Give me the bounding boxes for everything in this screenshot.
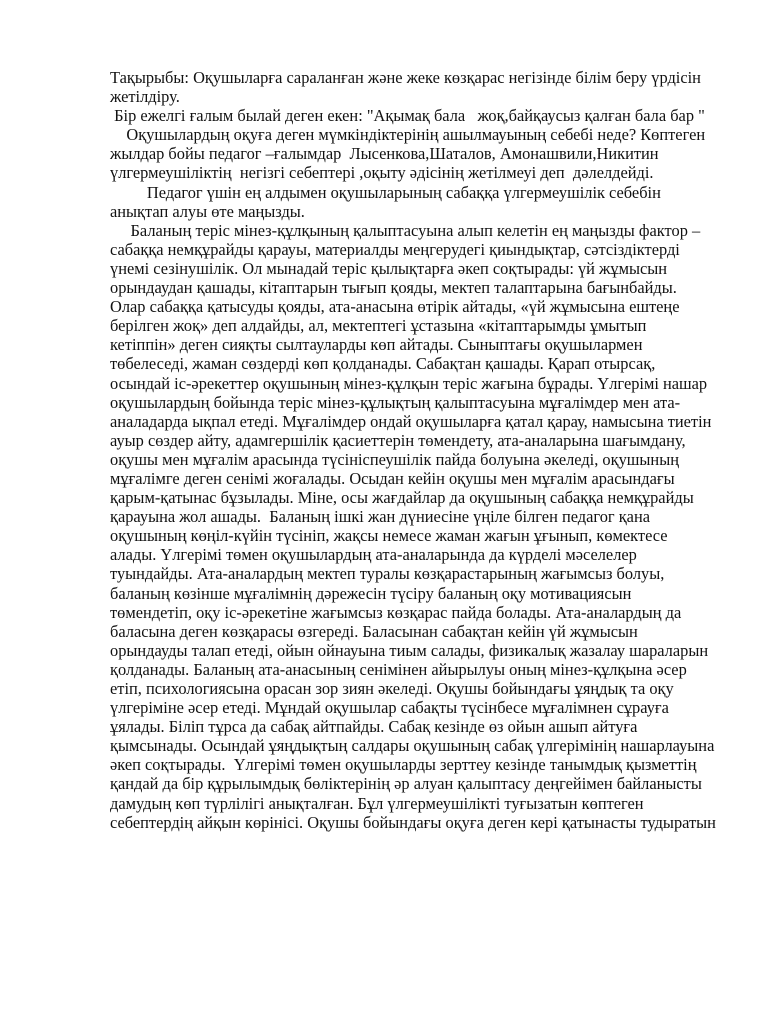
intro-paragraph: Оқушылардың оқуға деген мүмкіндіктерінің ашылмауының себебі неде? Көптеген жылдар бойы педагог –ғалымдар Лысенкова,Шаталов, Амонашвили,Никитин үлгермеушіліктің негізгі себептері ,оқыту әдісінің жетілмеуі деп дәлелдейді. [110, 125, 710, 183]
document-title: Тақырыбы: Оқушыларға сараланған және жеке көзқарас негізінде білім беру үрдісін жетілдіру. [110, 68, 706, 107]
main-body-paragraph: Баланың теріс мінез-құлқының қалыптасуына алып келетін ең маңызды фактор – сабаққа немқұрайды қарауы, материалды меңгерудегі қиындықтар, сәтсіздіктерді үнемі сезінушілік. Ол мынадай теріс қылықтарға әкеп соқтырады: үй жұмысын орындаудан қашады, кітаптарын тығып қояды, мектеп талаптарына бағынбайды. Олар сабаққа қатысуды қояды, ата-анасына өтірік айтады, «үй жұмысына ештеңе берілген жоқ» деп алдайды, ал, мектептегі ұстазына «кітаптарымды ұмытып кетіппін» деген сияқты сылтауларды көп айтады. Сыныптағы оқушылармен төбелеседі, жаман сөздерді көп қолданады. Сабақтан қашады. Қарап отырсақ, осындай іс-әрекеттер оқушының мінез-құлқын теріс жағына бұрады. Үлгерімі нашар оқушылардың бойында теріс мінез-құлықтың қалыптасуына мұғалімдер мен ата-аналадарда ықпал етеді. Мұғалімдер ондай оқушыларға қатал қарау, намысына тиетін ауыр сөздер айту, адамгершілік қасиеттерін төмендету, ата-аналарына шағымдану, оқушы мен мұғалім арасында түсініспеушілік пайда болуына әкеледі, оқушының мұғалімге деген сенімі жоғалады. Осыдан кейін оқушы мен мұғалім арасындағы қарым-қатынас бұзылады. Міне, осы жағдайлар да оқушының сабаққа немқұрайды қарауына жол ашады. Баланың ішкі жан дүниесіне үңіле білген педагог қана оқушының көңіл-күйін түсініп, жақсы немесе жаман жағын ұғынып, көмектесе алады. Үлгерімі төмен оқушылардың ата-аналарында да күрделі мәселелер туындайды. Ата-аналардың мектеп туралы көзқарастарының жағымсыз болуы, баланың көзінше мұғалімнің дәрежесін түсіру баланың оқу мотивациясын төмендетіп, оқу іс-әрекетіне жағымсыз көзқарас пайда болады. Ата-аналардың да баласына деген көзқарасы өзгереді. Баласынан сабақтан кейін үй жұмысын орындауды талап етеді, ойын ойнауына тиым салады, физикалық жазалау шараларын қолданады. Баланың ата-анасының сенімінен айырылуы оның мінез-құлқына әсер етіп, психологиясына орасан зор зиян әкеледі. Оқушы бойындағы ұяңдық та оқу үлгеріміне әсер етеді. Мұндай оқушылар сабақты түсінбесе мұғалімнен сұрауға ұялады. Біліп тұрса да сабақ айтпайды. Сабақ кезінде өз ойын ашып айтуға қымсынады. Осындай ұяңдықтың салдары оқушының сабақ үлгерімінің нашарлауына әкеп соқтырады. Үлгерімі төмен оқушыларды зерттеу кезінде танымдық қызметтің қандай да бір құрылымдық бөліктерінің әр алуан қалыптасу деңгейімен байланысты дамудың көп түрлілігі анықталған. Бұл үлгермеушілікті туғызатын көптеген себептердің айқын көрінісі. Оқушы бойындағы оқуға деген кері қатынасты тудыратын [110, 220, 719, 832]
epigraph-paragraph: Бір ежелгі ғалым былай деген екен: "Ақымақ бала жоқ,байқаусыз қалған бала бар " [110, 106, 705, 126]
teacher-task-paragraph: Педагог үшін ең алдымен оқушыларының сабаққа үлгермеушілік себебін анықтап алуы өте маңызды. [110, 182, 665, 221]
document-page [110, 68, 719, 832]
